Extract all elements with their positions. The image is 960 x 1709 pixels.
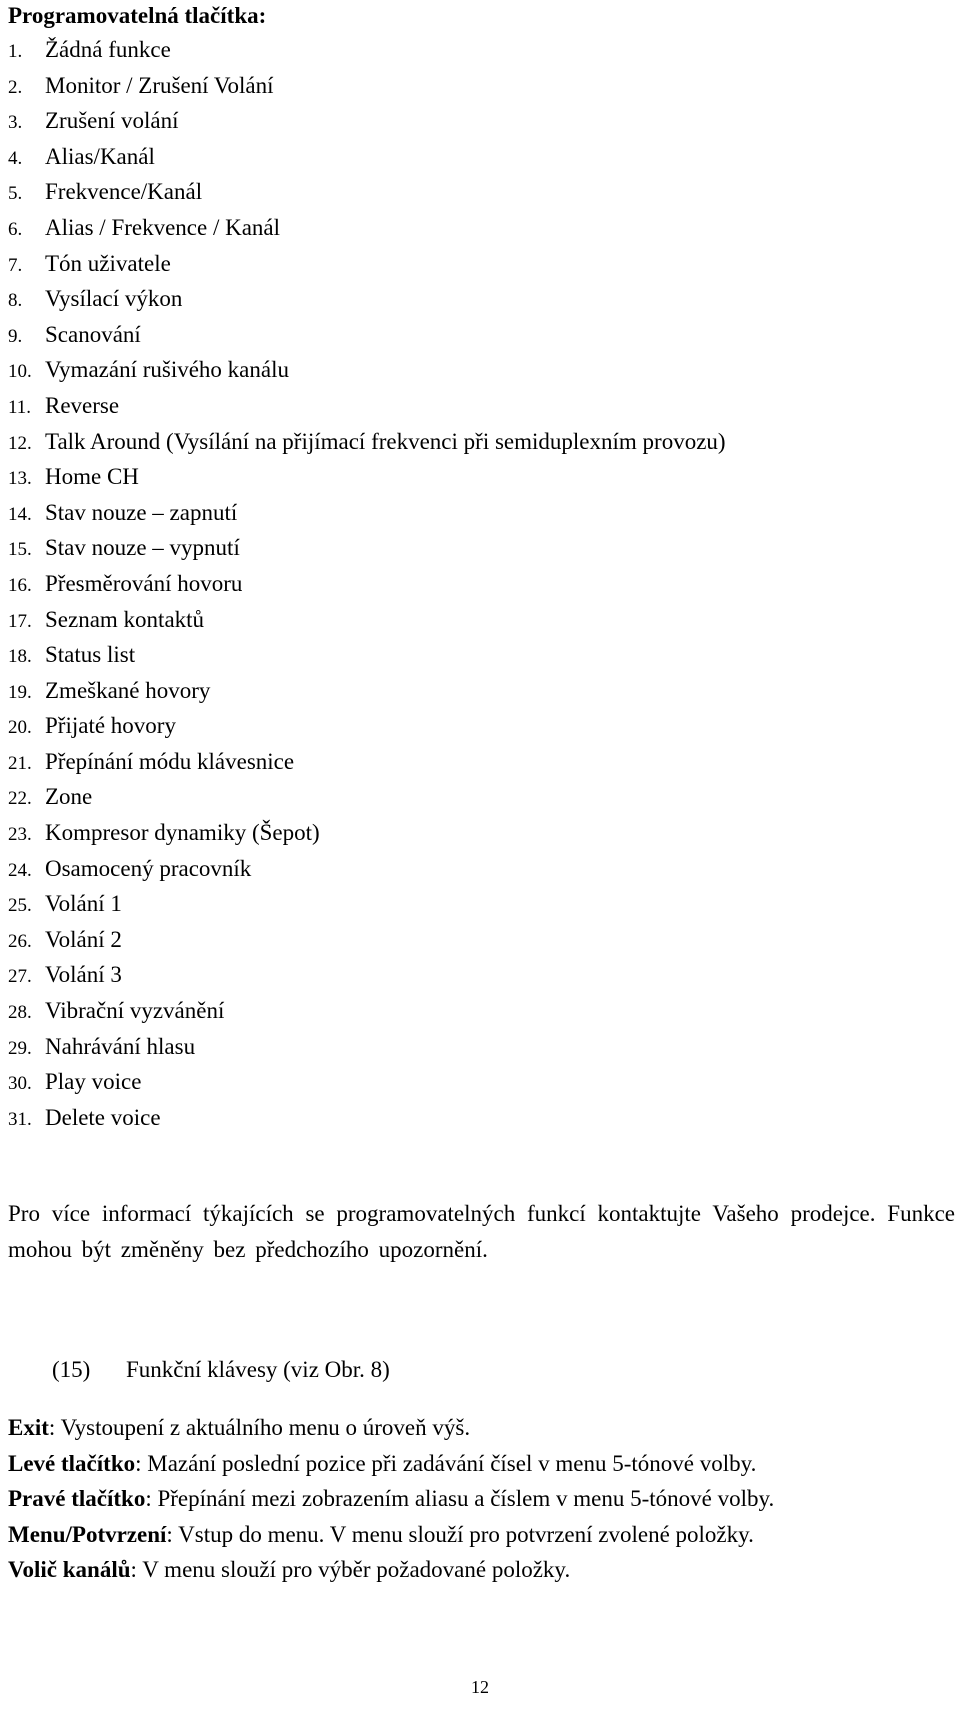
definition-item	[8, 1410, 774, 1446]
list-item	[8, 424, 726, 460]
list-item	[8, 388, 726, 424]
item-number: 25.	[8, 895, 32, 917]
item-label: Přijaté hovory	[45, 713, 176, 739]
item-number: 30.	[8, 1073, 32, 1095]
item-number: 7.	[8, 254, 23, 276]
item-label: Reverse	[45, 392, 120, 418]
item-number: 24.	[8, 859, 32, 881]
item-number: 2.	[8, 76, 23, 98]
function-list	[8, 32, 726, 1135]
item-number: 5.	[8, 183, 23, 205]
item-number: 20.	[8, 717, 32, 739]
definition-item	[8, 1552, 774, 1588]
item-label: Status list	[45, 642, 136, 668]
list-item	[8, 673, 726, 709]
list-item	[8, 530, 726, 566]
item-number: 16.	[8, 574, 32, 596]
subsection-title: Funkční klávesy (viz Obr. 8)	[126, 1357, 390, 1382]
item-number: 6.	[8, 218, 23, 240]
section-heading: Programovatelná tlačítka:	[8, 3, 267, 28]
item-number: 13.	[8, 468, 32, 490]
subsection-heading	[52, 1355, 390, 1385]
list-item	[8, 851, 726, 887]
item-number: 26.	[8, 930, 32, 952]
list-item	[8, 459, 726, 495]
list-item	[8, 993, 726, 1029]
list-item	[8, 246, 726, 282]
item-number: 1.	[8, 41, 23, 62]
subsection-number: (15)	[52, 1357, 91, 1382]
item-label: Vymazání rušivého kanálu	[45, 357, 289, 383]
item-label: Frekvence/Kanál	[45, 179, 203, 205]
definition-text: : Přepínání mezi zobrazením aliasu a číslem v menu 5-tónové volby.	[145, 1486, 775, 1511]
item-label: Stav nouze – vypnutí	[45, 535, 240, 561]
item-label: Monitor / Zrušení Volání	[45, 72, 274, 98]
item-label: Vysílací výkon	[45, 286, 183, 312]
list-item	[8, 1100, 726, 1136]
list-item	[8, 566, 726, 602]
list-item	[8, 815, 726, 851]
item-label: Osamocený pracovník	[45, 855, 252, 881]
item-number: 28.	[8, 1002, 32, 1024]
item-number: 18.	[8, 646, 32, 668]
item-number: 17.	[8, 610, 32, 632]
definition-text: : V menu slouží pro výběr požadované položky.	[130, 1557, 571, 1582]
item-number: 27.	[8, 966, 32, 988]
list-item	[8, 922, 726, 958]
list-item	[8, 174, 726, 210]
definition-item	[8, 1517, 774, 1553]
list-item	[8, 317, 726, 353]
item-number: 14.	[8, 503, 32, 525]
list-item	[8, 210, 726, 246]
item-number: 19.	[8, 681, 32, 703]
definition-term: Menu/Potvrzení	[8, 1521, 167, 1547]
item-label: Scanování	[45, 321, 141, 347]
item-number: 21.	[8, 752, 32, 774]
item-number: 4.	[8, 147, 23, 169]
item-number: 3.	[8, 112, 23, 134]
item-number: 12.	[8, 432, 32, 454]
item-label: Nahrávání hlasu	[45, 1033, 196, 1059]
list-item	[8, 886, 726, 922]
definition-text: : Vystoupení z aktuálního menu o úroveň výš.	[48, 1415, 471, 1440]
list-item	[8, 352, 726, 388]
definition-term: Volič kanálů	[8, 1557, 131, 1582]
item-label: Kompresor dynamiky (Šepot)	[45, 820, 320, 846]
list-item	[8, 1064, 726, 1100]
list-item	[8, 103, 726, 139]
list-item	[8, 68, 726, 104]
item-label: Play voice	[45, 1069, 142, 1095]
list-item	[8, 495, 726, 531]
item-label: Přepínání módu klávesnice	[45, 748, 295, 774]
definition-term: Levé tlačítko	[8, 1450, 136, 1476]
item-label: Alias / Frekvence / Kanál	[45, 214, 281, 240]
item-label: Delete voice	[45, 1104, 161, 1130]
info-paragraph: Pro více informací týkajících se programovatelných funkcí kontaktujte Vašeho prodejce. Funkce mohou být změněny bez předchozího upozornění.	[8, 1201, 955, 1262]
item-label: Zrušení volání	[45, 108, 179, 134]
list-item	[8, 139, 726, 175]
item-label: Zmeškané hovory	[45, 677, 211, 703]
item-number: 22.	[8, 788, 32, 810]
item-label: Přesměrování hovoru	[45, 570, 243, 596]
definition-text: : Vstup do menu. V menu slouží pro potvrzení zvolené položky.	[166, 1521, 754, 1547]
item-number: 31.	[8, 1108, 32, 1130]
item-label: Alias/Kanál	[45, 143, 155, 169]
item-number: 15.	[8, 539, 32, 561]
item-number: 23.	[8, 824, 32, 846]
item-label: Seznam kontaktů	[45, 606, 205, 632]
list-item	[8, 744, 726, 780]
item-number: 29.	[8, 1037, 32, 1059]
definition-item	[8, 1446, 774, 1482]
item-label: Home CH	[45, 464, 139, 490]
list-item	[8, 1029, 726, 1065]
definition-text: : Mazání poslední pozice při zadávání čísel v menu 5-tónové volby.	[135, 1450, 757, 1476]
item-label: Zone	[45, 784, 93, 810]
item-label: Žádná funkce	[45, 37, 171, 62]
page-number: 12	[471, 1677, 489, 1697]
item-label: Vibrační vyzvánění	[45, 998, 225, 1024]
list-item	[8, 637, 726, 673]
item-label: Tón uživatele	[45, 250, 171, 276]
list-item	[8, 708, 726, 744]
item-number: 9.	[8, 325, 23, 347]
item-label: Volání 1	[45, 891, 122, 917]
list-item	[8, 602, 726, 638]
item-label: Volání 3	[45, 962, 122, 988]
list-item	[8, 32, 726, 68]
list-item	[8, 281, 726, 317]
item-number: 11.	[8, 396, 32, 418]
item-number: 10.	[8, 361, 32, 383]
list-item	[8, 957, 726, 993]
list-item	[8, 779, 726, 815]
item-label: Volání 2	[45, 926, 122, 952]
item-number: 8.	[8, 290, 23, 312]
key-definitions	[8, 1410, 774, 1588]
definition-item	[8, 1481, 774, 1517]
definition-term: Exit	[8, 1415, 49, 1440]
item-label: Stav nouze – zapnutí	[45, 499, 238, 525]
item-label: Talk Around (Vysílání na přijímací frekvenci při semiduplexním provozu)	[45, 428, 726, 454]
definition-term: Pravé tlačítko	[8, 1486, 146, 1511]
